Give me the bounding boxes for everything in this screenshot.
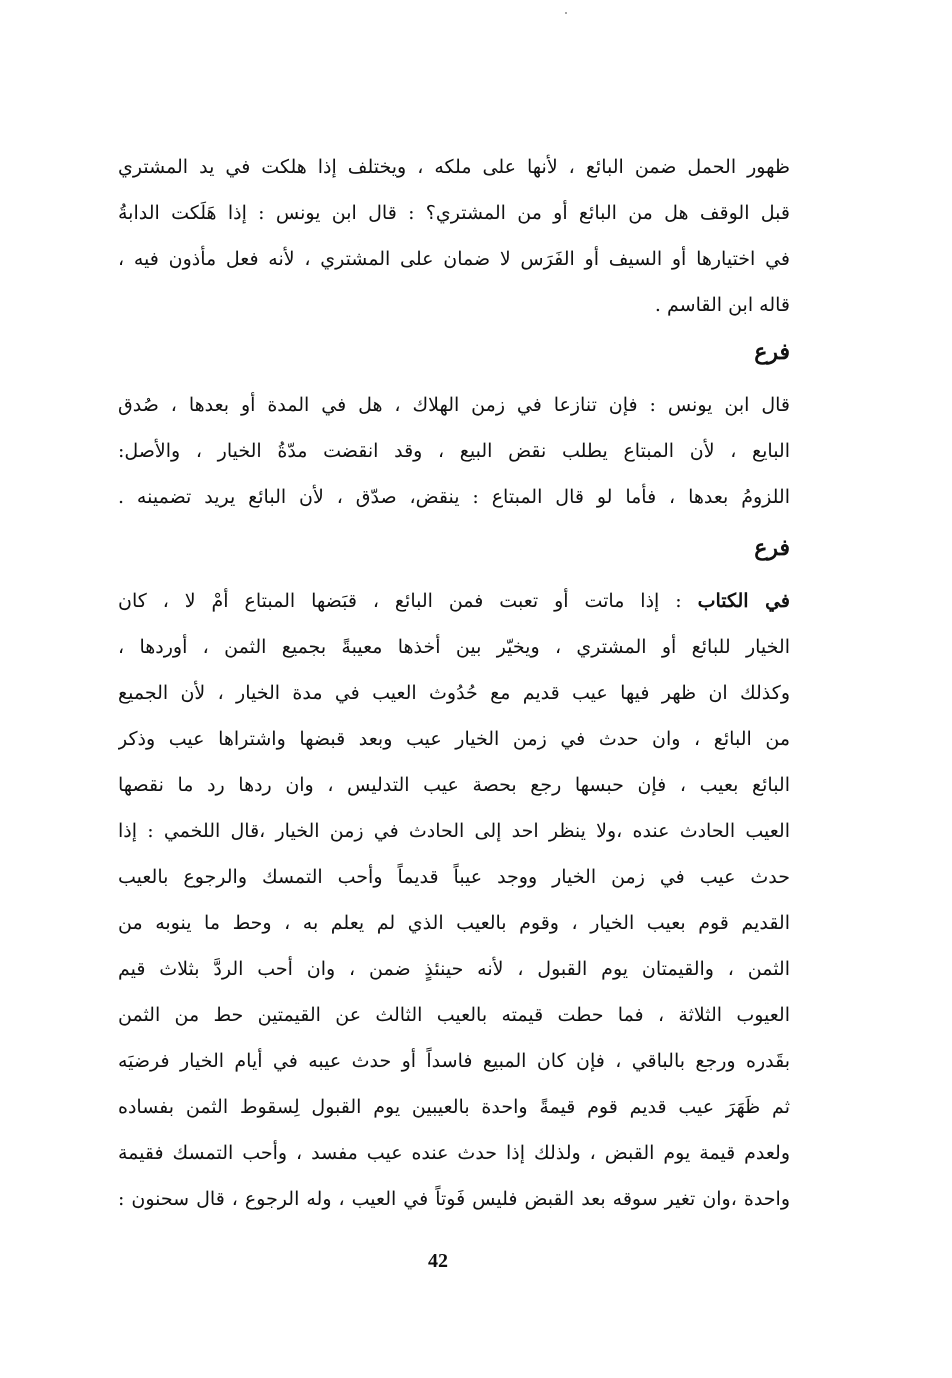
paragraph-line: حدث عيب في زمن الخيار ووجد عيباً قديماً وأحب التمسك والرجوع بالعيب: [118, 866, 790, 888]
paragraph-line: قبل الوقف هل من البائع أو من المشتري؟ : قال ابن يونس : إذا هَلَكت الدابةُ: [118, 202, 790, 224]
paragraph-line: البائع بعيب ، فإن حبسها رجع بحصة عيب التدليس ، وان ردها رد ما نقصها: [118, 774, 790, 796]
paragraph-line: ثم ظَهَرَ عيب قديم قوم قيمةً واحدة بالعيبين يوم القبول لِسقوط الثمن بفساده: [118, 1096, 790, 1118]
paragraph-line: القديم قوم بعيب الخيار ، وقوم بالعيب الذي لم يعلم به ، وحط ما ينوبه من: [118, 912, 790, 934]
scan-speck: [565, 12, 567, 14]
paragraph-line: الخيار للبائع أو المشتري ، ويخيّر بين أخذها معيبةً بجميع الثمن ، أوردها ،: [118, 636, 790, 658]
paragraph-line: العيب الحادث عنده ،ولا ينظر احد إلى الحادث في زمن الخيار ،قال اللخمي : إذا: [118, 820, 790, 842]
paragraph-line: الثمن ، والقيمتان يوم القبول ، لأنه حينئذٍ ضمن ، وان أحب الردَّ بثلاث قيم: [118, 958, 790, 980]
section-heading: فرع: [754, 339, 790, 365]
page-number: 42: [428, 1250, 448, 1272]
paragraph-line: العيوب الثلاثة ، فما حطت قيمته بالعيب الثالث عن القيمتين حط من الثمن: [118, 1004, 790, 1026]
paragraph-line: بقَدره ورجع بالباقي ، فإن كان المبيع فاسداً أو حدث عيبه في أيام الخيار فرضيَه: [118, 1050, 790, 1072]
paragraph-line: البايع ، لأن المبتاع يطلب نقض البيع ، وقد انقضت مدّةُ الخيار ، والأصل:: [118, 440, 790, 462]
paragraph-line: [118, 578, 790, 624]
paragraph-line: اللزومُ بعدها ، فأما لو قال المبتاع : ينقض، صدّق ، لأن البائع يريد تضمينه .: [118, 486, 790, 508]
paragraph-line: وكذلك ان ظهر فيها عيب قديم مع حُدُوث العيب في مدة الخيار ، لأن الجميع: [118, 682, 790, 704]
paragraph-line: واحدة ،وان تغير سوقه بعد القبض فليس فَوتاً في العيب ، وله الرجوع ، قال سحنون :: [118, 1188, 790, 1210]
paragraph-line: ظهور الحمل ضمن البائع ، لأنها على ملكه ، ويختلف إذا هلكت في يد المشتري: [118, 156, 790, 178]
source-reference: في الكتاب: [697, 590, 790, 612]
paragraph-line: في اختيارها أو السيف أو الفَرَس لا ضمان على المشتري ، لأنه فعل مأذون فيه ،: [118, 248, 790, 270]
section-heading: فرع: [754, 535, 790, 561]
paragraph-line-text: : إذا ماتت أو تعبت فمن البائع ، قبَضها المبتاع أمْ لا ، كان: [118, 590, 698, 612]
paragraph-line: قال ابن يونس : فإن تنازعا في زمن الهلاك ، هل في المدة أو بعدها ، صُدق: [118, 394, 790, 416]
paragraph-line: من البائع ، وان حدث في زمن الخيار عيب وبعد قبضها واشتراها عيب وذكر: [118, 728, 790, 750]
paragraph-line: قاله ابن القاسم .: [654, 294, 790, 316]
paragraph-2: [118, 382, 790, 520]
paragraph-line: ولعدم قيمة يوم القبض ، ولذلك إذا حدث عنده عيب مفسد ، وأحب التمسك فقيمة: [118, 1142, 790, 1164]
paragraph-3: [118, 578, 790, 1222]
paragraph-1: [118, 144, 790, 328]
